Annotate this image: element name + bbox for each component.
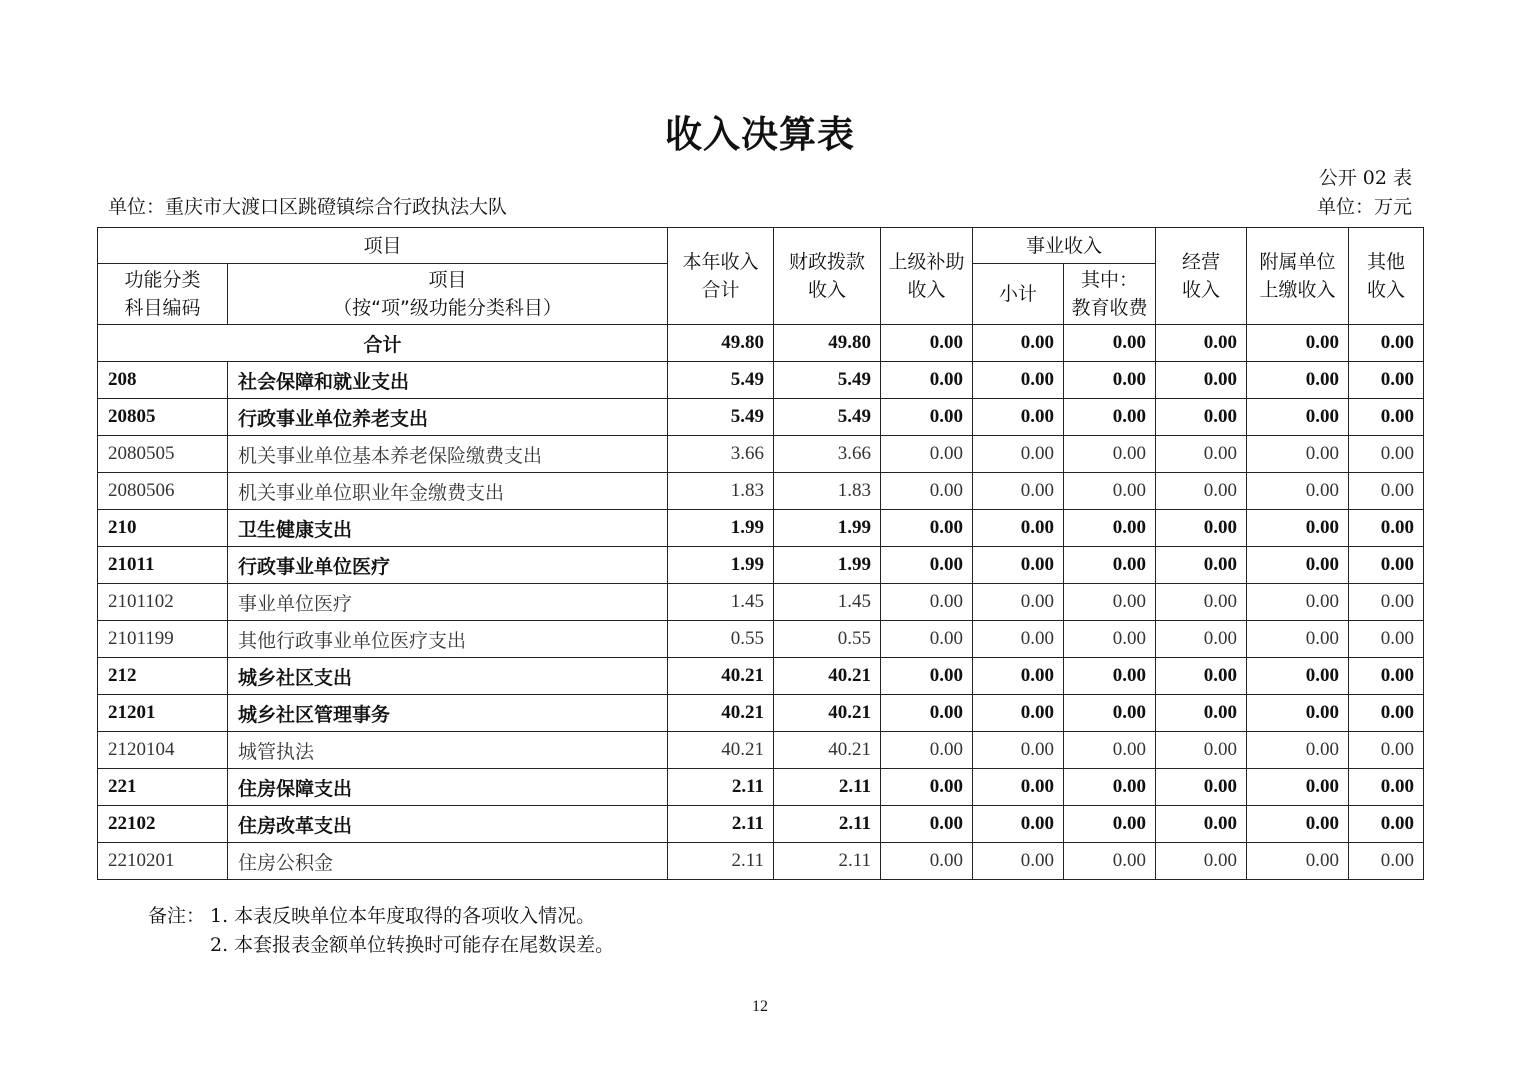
row-value: 0.00 bbox=[973, 843, 1064, 880]
row-code: 221 bbox=[98, 769, 228, 806]
row-name: 住房公积金 bbox=[228, 843, 668, 880]
row-name: 行政事业单位养老支出 bbox=[228, 399, 668, 436]
row-value: 0.00 bbox=[1349, 658, 1424, 695]
total-value: 0.00 bbox=[1156, 325, 1247, 362]
row-value: 0.00 bbox=[1247, 732, 1349, 769]
row-value: 0.00 bbox=[1247, 547, 1349, 584]
row-value: 0.00 bbox=[1247, 695, 1349, 732]
row-value: 0.00 bbox=[1349, 732, 1424, 769]
table-row bbox=[98, 584, 1424, 621]
row-value: 0.00 bbox=[973, 695, 1064, 732]
row-value: 0.55 bbox=[774, 621, 881, 658]
row-value: 0.00 bbox=[1156, 621, 1247, 658]
row-value: 0.00 bbox=[1156, 362, 1247, 399]
row-name: 城乡社区支出 bbox=[228, 658, 668, 695]
header-subtotal: 小计 bbox=[973, 264, 1064, 325]
row-value: 0.00 bbox=[1247, 769, 1349, 806]
header-item-line2: （按“项”级功能分类科目） bbox=[333, 297, 562, 319]
row-value: 0.00 bbox=[1064, 547, 1156, 584]
row-value: 0.00 bbox=[881, 843, 973, 880]
row-name: 住房改革支出 bbox=[228, 806, 668, 843]
header-total-line1: 本年收入 bbox=[682, 251, 759, 273]
row-value: 0.00 bbox=[973, 399, 1064, 436]
table-row bbox=[98, 769, 1424, 806]
total-value: 49.80 bbox=[668, 325, 774, 362]
row-value: 0.00 bbox=[1156, 436, 1247, 473]
row-value: 0.00 bbox=[1349, 806, 1424, 843]
header-superior-line2: 收入 bbox=[907, 279, 946, 301]
row-name: 行政事业单位医疗 bbox=[228, 547, 668, 584]
row-value: 0.00 bbox=[973, 806, 1064, 843]
notes bbox=[148, 902, 614, 960]
table-row bbox=[98, 732, 1424, 769]
row-value: 0.00 bbox=[1349, 843, 1424, 880]
row-value: 1.99 bbox=[668, 547, 774, 584]
row-value: 0.00 bbox=[881, 806, 973, 843]
table-row bbox=[98, 399, 1424, 436]
row-value: 0.00 bbox=[881, 732, 973, 769]
row-value: 0.00 bbox=[1064, 806, 1156, 843]
row-value: 0.00 bbox=[1349, 584, 1424, 621]
row-value: 0.00 bbox=[1247, 510, 1349, 547]
row-value: 40.21 bbox=[774, 695, 881, 732]
income-statement-table bbox=[97, 227, 1424, 880]
row-value: 0.00 bbox=[1064, 621, 1156, 658]
header-other-line1: 其他 bbox=[1367, 251, 1406, 273]
row-value: 1.99 bbox=[774, 547, 881, 584]
row-value: 0.00 bbox=[973, 473, 1064, 510]
row-value: 0.00 bbox=[1156, 399, 1247, 436]
table-row bbox=[98, 621, 1424, 658]
row-value: 0.55 bbox=[668, 621, 774, 658]
row-value: 0.00 bbox=[1156, 843, 1247, 880]
header-education-fee bbox=[1064, 264, 1156, 325]
row-code: 22102 bbox=[98, 806, 228, 843]
row-value: 5.49 bbox=[774, 362, 881, 399]
row-code: 212 bbox=[98, 658, 228, 695]
table-row bbox=[98, 436, 1424, 473]
row-value: 0.00 bbox=[881, 473, 973, 510]
table-row bbox=[98, 547, 1424, 584]
row-value: 0.00 bbox=[1156, 732, 1247, 769]
table-row bbox=[98, 695, 1424, 732]
header-career-income: 事业收入 bbox=[973, 228, 1156, 264]
row-value: 0.00 bbox=[881, 547, 973, 584]
row-value: 0.00 bbox=[881, 362, 973, 399]
row-value: 2.11 bbox=[668, 843, 774, 880]
row-value: 0.00 bbox=[1156, 510, 1247, 547]
header-affiliated-income bbox=[1247, 228, 1349, 325]
total-value: 0.00 bbox=[1064, 325, 1156, 362]
total-label: 合计 bbox=[98, 325, 668, 362]
row-name: 城乡社区管理事务 bbox=[228, 695, 668, 732]
row-value: 0.00 bbox=[973, 732, 1064, 769]
row-value: 0.00 bbox=[1349, 510, 1424, 547]
page-title: 收入决算表 bbox=[665, 113, 855, 156]
row-name: 机关事业单位基本养老保险缴费支出 bbox=[228, 436, 668, 473]
total-value: 49.80 bbox=[774, 325, 881, 362]
row-value: 0.00 bbox=[1064, 769, 1156, 806]
row-value: 3.66 bbox=[774, 436, 881, 473]
header-project: 项目 bbox=[98, 228, 668, 264]
currency-unit: 单位：万元 bbox=[1316, 196, 1412, 218]
row-value: 0.00 bbox=[1156, 695, 1247, 732]
header-operating-line2: 收入 bbox=[1182, 279, 1221, 301]
row-value: 0.00 bbox=[1247, 806, 1349, 843]
header-fiscal-allocation bbox=[774, 228, 881, 325]
row-value: 40.21 bbox=[668, 658, 774, 695]
table-row bbox=[98, 362, 1424, 399]
row-value: 0.00 bbox=[1247, 621, 1349, 658]
header-other-income bbox=[1349, 228, 1424, 325]
row-value: 0.00 bbox=[1064, 399, 1156, 436]
row-value: 2.11 bbox=[774, 769, 881, 806]
row-name: 社会保障和就业支出 bbox=[228, 362, 668, 399]
row-value: 2.11 bbox=[774, 843, 881, 880]
row-code: 2080505 bbox=[98, 436, 228, 473]
row-value: 0.00 bbox=[881, 658, 973, 695]
row-code: 2210201 bbox=[98, 843, 228, 880]
header-affiliated-line2: 上缴收入 bbox=[1259, 279, 1336, 301]
row-name: 住房保障支出 bbox=[228, 769, 668, 806]
row-code: 2101102 bbox=[98, 584, 228, 621]
row-value: 0.00 bbox=[1349, 769, 1424, 806]
row-value: 40.21 bbox=[774, 732, 881, 769]
row-value: 2.11 bbox=[668, 806, 774, 843]
row-value: 0.00 bbox=[1064, 584, 1156, 621]
row-value: 0.00 bbox=[1247, 843, 1349, 880]
row-code: 2080506 bbox=[98, 473, 228, 510]
row-value: 0.00 bbox=[1064, 695, 1156, 732]
row-value: 1.99 bbox=[774, 510, 881, 547]
row-value: 0.00 bbox=[1064, 362, 1156, 399]
row-value: 0.00 bbox=[1064, 732, 1156, 769]
header-code-line2: 科目编码 bbox=[124, 297, 201, 319]
row-value: 0.00 bbox=[973, 510, 1064, 547]
row-value: 0.00 bbox=[1156, 547, 1247, 584]
row-code: 2120104 bbox=[98, 732, 228, 769]
row-value: 0.00 bbox=[1064, 658, 1156, 695]
note-line-2: 2. 本套报表金额单位转换时可能存在尾数误差。 bbox=[210, 934, 615, 956]
table-row bbox=[98, 510, 1424, 547]
row-name: 卫生健康支出 bbox=[228, 510, 668, 547]
notes-label: 备注： bbox=[148, 905, 206, 927]
table-row bbox=[98, 473, 1424, 510]
row-value: 0.00 bbox=[881, 436, 973, 473]
row-value: 5.49 bbox=[774, 399, 881, 436]
row-value: 0.00 bbox=[973, 621, 1064, 658]
row-value: 3.66 bbox=[668, 436, 774, 473]
row-value: 0.00 bbox=[881, 695, 973, 732]
row-value: 0.00 bbox=[1349, 473, 1424, 510]
total-value: 0.00 bbox=[1247, 325, 1349, 362]
row-value: 0.00 bbox=[1247, 473, 1349, 510]
header-total-income bbox=[668, 228, 774, 325]
row-value: 2.11 bbox=[774, 806, 881, 843]
table-row bbox=[98, 843, 1424, 880]
row-code: 210 bbox=[98, 510, 228, 547]
page-number: 12 bbox=[752, 998, 768, 1015]
row-value: 0.00 bbox=[973, 436, 1064, 473]
row-value: 5.49 bbox=[668, 362, 774, 399]
header-other-line2: 收入 bbox=[1367, 279, 1406, 301]
row-value: 0.00 bbox=[1349, 362, 1424, 399]
header-operating-income bbox=[1156, 228, 1247, 325]
row-value: 0.00 bbox=[1156, 658, 1247, 695]
total-value: 0.00 bbox=[881, 325, 973, 362]
row-value: 0.00 bbox=[1349, 621, 1424, 658]
row-value: 0.00 bbox=[881, 584, 973, 621]
row-code: 208 bbox=[98, 362, 228, 399]
table-row bbox=[98, 658, 1424, 695]
row-code: 2101199 bbox=[98, 621, 228, 658]
row-value: 0.00 bbox=[1349, 399, 1424, 436]
header-superior-line1: 上级补助 bbox=[888, 251, 965, 273]
row-value: 0.00 bbox=[973, 362, 1064, 399]
row-code: 21011 bbox=[98, 547, 228, 584]
row-value: 0.00 bbox=[1156, 473, 1247, 510]
row-value: 0.00 bbox=[973, 658, 1064, 695]
row-name: 事业单位医疗 bbox=[228, 584, 668, 621]
row-value: 2.11 bbox=[668, 769, 774, 806]
header-function-code bbox=[98, 264, 228, 325]
header-affiliated-line1: 附属单位 bbox=[1259, 251, 1336, 273]
header-operating-line1: 经营 bbox=[1182, 251, 1221, 273]
row-name: 城管执法 bbox=[228, 732, 668, 769]
row-name: 其他行政事业单位医疗支出 bbox=[228, 621, 668, 658]
total-value: 0.00 bbox=[1349, 325, 1424, 362]
row-value: 0.00 bbox=[881, 769, 973, 806]
row-value: 0.00 bbox=[881, 399, 973, 436]
row-value: 0.00 bbox=[1156, 584, 1247, 621]
header-edu-line1: 其中： bbox=[1081, 269, 1139, 291]
header-code-line1: 功能分类 bbox=[124, 269, 201, 291]
row-value: 0.00 bbox=[1349, 547, 1424, 584]
row-value: 0.00 bbox=[1349, 695, 1424, 732]
row-value: 0.00 bbox=[1247, 362, 1349, 399]
row-value: 40.21 bbox=[668, 732, 774, 769]
row-value: 0.00 bbox=[1064, 510, 1156, 547]
header-superior-subsidy bbox=[881, 228, 973, 325]
row-code: 20805 bbox=[98, 399, 228, 436]
row-value: 0.00 bbox=[1156, 806, 1247, 843]
row-value: 5.49 bbox=[668, 399, 774, 436]
row-value: 0.00 bbox=[1349, 436, 1424, 473]
table-row bbox=[98, 806, 1424, 843]
row-value: 40.21 bbox=[668, 695, 774, 732]
note-line-1: 1. 本表反映单位本年度取得的各项收入情况。 bbox=[210, 905, 596, 927]
header-fiscal-line2: 收入 bbox=[808, 279, 847, 301]
header-total-line2: 合计 bbox=[701, 279, 740, 301]
row-value: 1.45 bbox=[774, 584, 881, 621]
row-value: 1.99 bbox=[668, 510, 774, 547]
row-value: 0.00 bbox=[881, 510, 973, 547]
row-value: 0.00 bbox=[1064, 436, 1156, 473]
row-value: 0.00 bbox=[881, 621, 973, 658]
row-code: 21201 bbox=[98, 695, 228, 732]
row-value: 0.00 bbox=[1064, 843, 1156, 880]
row-value: 0.00 bbox=[973, 547, 1064, 584]
row-name: 机关事业单位职业年金缴费支出 bbox=[228, 473, 668, 510]
row-value: 0.00 bbox=[1156, 769, 1247, 806]
header-item bbox=[228, 264, 668, 325]
row-value: 1.83 bbox=[774, 473, 881, 510]
row-value: 1.83 bbox=[668, 473, 774, 510]
row-value: 0.00 bbox=[1247, 658, 1349, 695]
row-value: 40.21 bbox=[774, 658, 881, 695]
row-value: 1.45 bbox=[668, 584, 774, 621]
row-value: 0.00 bbox=[973, 769, 1064, 806]
row-value: 0.00 bbox=[1247, 584, 1349, 621]
header-item-line1: 项目 bbox=[428, 269, 467, 291]
header-fiscal-line1: 财政拨款 bbox=[789, 251, 866, 273]
reporting-unit: 单位：重庆市大渡口区跳磴镇综合行政执法大队 bbox=[108, 196, 508, 218]
row-value: 0.00 bbox=[1247, 436, 1349, 473]
total-value: 0.00 bbox=[973, 325, 1064, 362]
row-value: 0.00 bbox=[973, 584, 1064, 621]
form-number: 公开 02 表 bbox=[1318, 167, 1412, 189]
total-row bbox=[98, 325, 1424, 362]
row-value: 0.00 bbox=[1064, 473, 1156, 510]
row-value: 0.00 bbox=[1247, 399, 1349, 436]
header-edu-line2: 教育收费 bbox=[1071, 297, 1148, 319]
